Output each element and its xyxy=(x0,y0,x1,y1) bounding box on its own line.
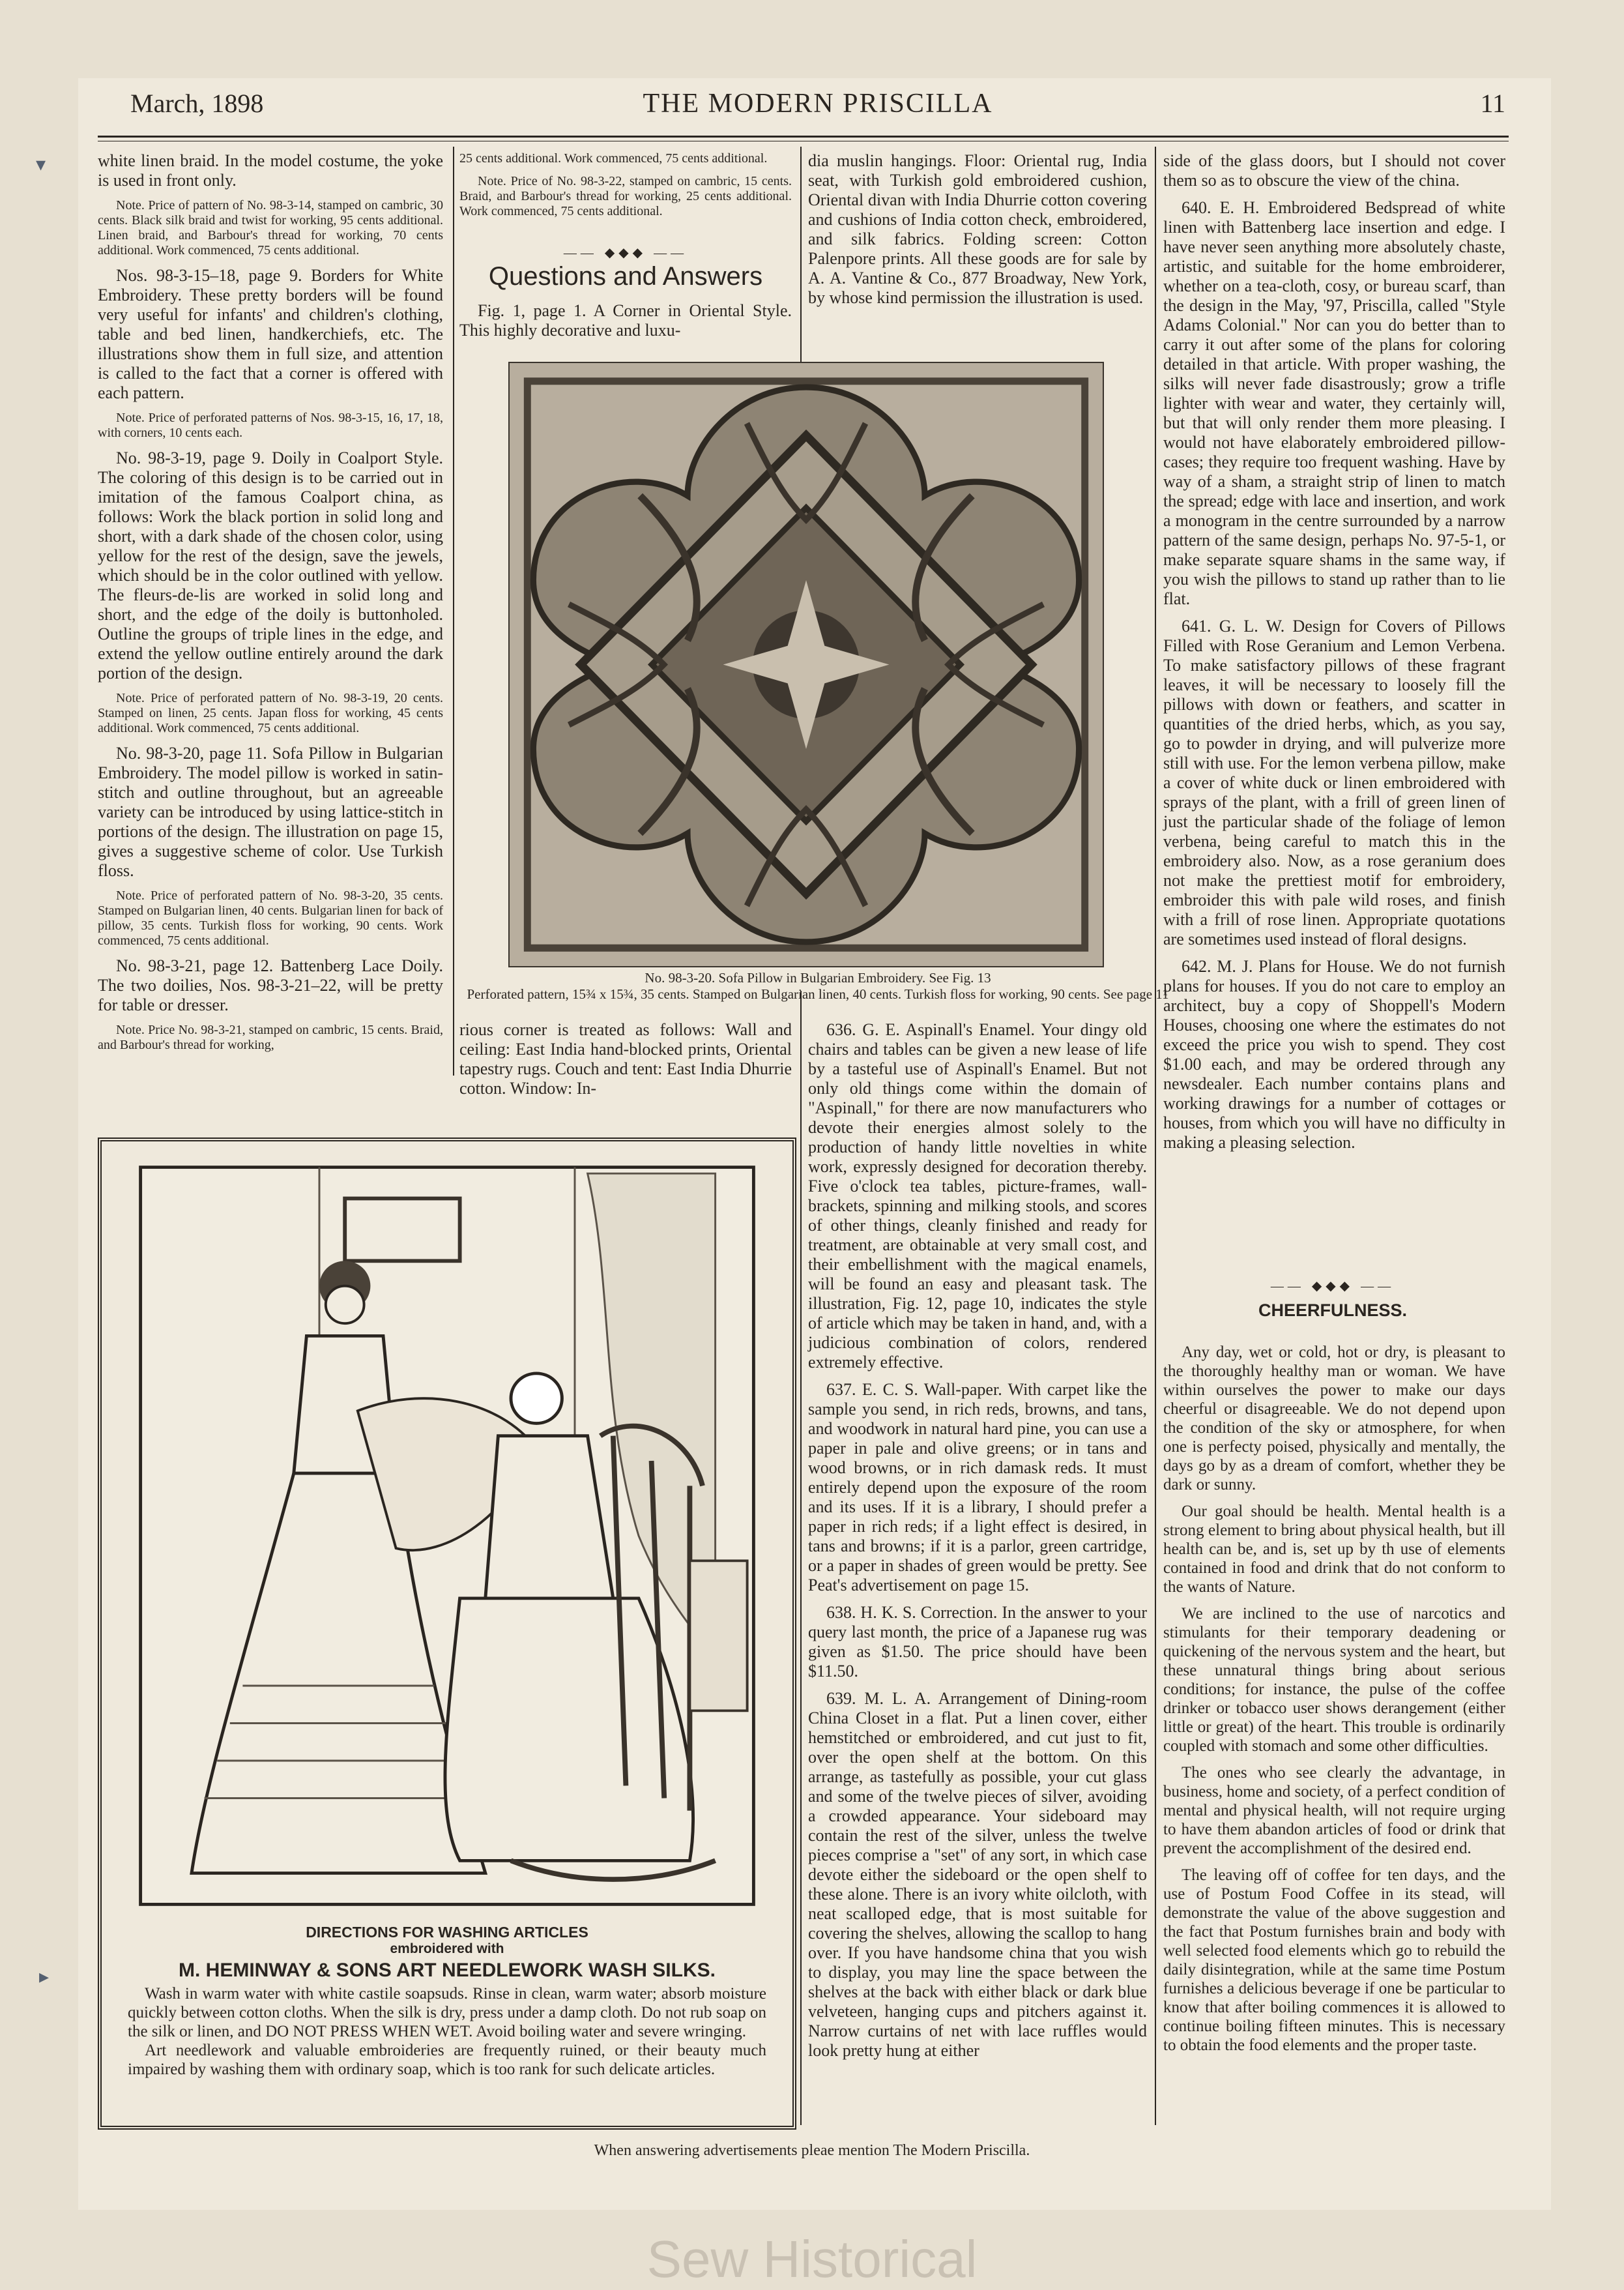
binding-hole-mark: ▾ xyxy=(36,154,46,175)
ad-title: DIRECTIONS FOR WASHING ARTICLES xyxy=(306,1924,588,1941)
price-note: 25 cents additional. Work commenced, 75 cents additional. xyxy=(459,151,768,166)
paragraph: Any day, wet or cold, hot or dry, is pleasant to the thoroughly healthy man or woman. We have within ourselves the power to make our days cheerful or disagreeable. We do not depend upon the condition of the sky or atmosphere, for when one is perfecty poised, physically and mentally, the days go by as a dream of comfort, whether they be dark or sunny. xyxy=(1163,1343,1505,1493)
column-divider xyxy=(800,991,802,2125)
answer-638: 638. H. K. S. Correction. In the answer to your query last month, the price of a Japanese rug was given as $1.50. The price should have been $11.50. xyxy=(808,1603,1147,1681)
embroidery-pattern-icon xyxy=(510,363,1103,966)
paragraph: The ones who see clearly the advantage, in business, home and society, of a perfect condition of mental and physical health, will not require urging to have them abandon articles of food or drink that prevent the accomplishment of the desired end. xyxy=(1163,1764,1505,1857)
section-title-questions-answers: Questions and Answers xyxy=(488,262,763,291)
magazine-title: THE MODERN PRISCILLA xyxy=(643,89,993,119)
column-2-continued xyxy=(459,1020,792,1106)
column-3-top xyxy=(808,151,1147,316)
price-note: Note. Price of pattern of No. 98-3-14, stamped on cambric, 30 cents. Black silk braid and twist for working, 95 cents additional. Linen braid, and Barbour's thread for working, 70 cents additional. Work commenced, 75 cents additional. xyxy=(98,198,443,257)
column-3-answers xyxy=(808,1020,1147,2068)
answer-636: 636. G. E. Aspinall's Enamel. Your dingy old chairs and tables can be given a new lease of life by a tasteful use of Aspinall's Enamel. But not only old things come within the domain of "Aspinall," for there are now manufacturers who devote their energies almost solely to the production of handy little novelties in white work, expressly designed for decoration thereby. Five o'clock tea tables, picture-frames, wall-brackets, spinning and milking stools, and scores of other things, cleanly finished and ready for treatment, are obtainable at very small cost, and their embellishment with the magical enamels, will be found an easy and pleasant task. The illustration, Fig. 12, page 10, indicates the style of article which may be taken in hand, and, with a judicious combination of colors, rendered extremely effective. xyxy=(808,1020,1147,1372)
paragraph: We are inclined to the use of narcotics and stimulants for their temporary deadening or quickening of the nervous system and the heart, but these unnatural things bring about serious conditions; for instance, the pulse of the coffee drinker or tobacco user shows derangement (either little or great) of the heart. This trouble is ordinarily coupled with stomach and some other difficulties. xyxy=(1163,1605,1505,1755)
column-2-top xyxy=(459,151,792,227)
watermark: Sew Historical xyxy=(646,2230,978,2288)
answer-637: 637. E. C. S. Wall-paper. With carpet like the sample you send, in rich reds, browns, and tans, and woodwork in natural hard pine, you can use a paper in pale and olive greens; or in tans and wood browns, or in rich damask reds. It must entirely depend upon the exposure of the room and its uses. If it is a library, I should prefer a paper in rich reds; if a light effect is desired, in tans and browns; if it is a parlor, green cartridge, or a paper in shades of green would be pretty. See Peat's advertisement on page 15. xyxy=(808,1380,1147,1594)
header-rule xyxy=(98,136,1509,138)
sofa-pillow-illustration xyxy=(508,362,1104,967)
column-divider xyxy=(1155,147,1156,2125)
column-4-answers xyxy=(1163,151,1505,1160)
paragraph: No. 98-3-20, page 11. Sofa Pillow in Bulgarian Embroidery. The model pillow is worked in satin-stitch and outline throughout, but an agreeable variety can be introduced by using lattice-stitch in portions of the design. The illustration on page 15, gives a suggestive scheme of color. Use Turkish floss. xyxy=(98,744,443,880)
paragraph: side of the glass doors, but I should not cover them so as to obscure the view of the china. xyxy=(1163,151,1505,190)
price-note: Note. Price of perforated pattern of No. 98-3-19, 20 cents. Stamped on linen, 25 cents. Japan floss for working, 45 cents additional. Work commenced, 75 cents additional. xyxy=(98,691,443,735)
answer-641: 641. G. L. W. Design for Covers of Pillows Filled with Rose Geranium and Lemon Verbena. To make satisfactory pillows of these fragrant leaves, it will be necessary to loosely fill the pillows with down or feathers, and scatter in quantities of the dried herbs, which, as you say, go to powder in drying, and will pulverize more still with use. For the lemon verbena pillow, make a cover of white duck or linen embroidered with sprays of the plant, with a frill of green linen of just the particular shade of the foliage of lemon verbena, being careful to match this in the embroidery also. Now, as a rose geranium does not make the prettiest motif for embroidery, embroider this with pale wild roses, and finish with a frill of rose linen. Appropriate quotations are sometimes used instead of floral designs. xyxy=(1163,617,1505,948)
paragraph: white linen braid. In the model costume, the yoke is used in front only. xyxy=(98,151,443,190)
ornament-divider: —— ◆◆◆ —— xyxy=(1270,1279,1395,1293)
price-note: Note. Price No. 98-3-21, stamped on cambric, 15 cents. Braid, and Barbour's thread for working, xyxy=(98,1023,443,1052)
page-header xyxy=(130,88,1505,127)
ad-subtitle: embroidered with xyxy=(390,1941,504,1956)
ad-body xyxy=(128,1984,766,2079)
paragraph: Our goal should be health. Mental health is a strong element to bring about physical health, but ill health can be, and is, set up by th use of elements contained in food and drink that do not conform to the wants of Nature. xyxy=(1163,1503,1505,1596)
cheerfulness-article xyxy=(1163,1343,1505,2062)
figure-caption xyxy=(456,970,1180,1003)
ad-brand: M. HEMINWAY & SONS ART NEEDLEWORK WASH SILKS. xyxy=(179,1960,716,1981)
page-footer: When answering advertisements pleae mention The Modern Priscilla. xyxy=(594,2142,1030,2159)
price-note: Note. Price of perforated pattern of No. 98-3-20, 35 cents. Stamped on Bulgarian linen, 40 cents. Bulgarian linen for back of pillow, 35 cents. Turkish floss for working, 90 cents. Work commenced, 75 cents additional. xyxy=(98,888,443,948)
issue-date: March, 1898 xyxy=(130,89,264,118)
caption-line: No. 98-3-20. Sofa Pillow in Bulgarian Embroidery. See Fig. 13 xyxy=(645,970,991,986)
paragraph: The leaving off of coffee for ten days, and the use of Postum Food Coffee in its stead, will demonstrate the value of the above suggestion and the fact that Postum furnishes brain and body with well selected food elements which go to rebuild the daily disintegration, while at the same time Postum furnishes a delicious beverage if one be particular to know that after boiling commences it is allowed to continue boiling fifteen minutes. This is necessary to obtain the food elements and the proper taste. xyxy=(1163,1866,1505,2054)
paragraph: Wash in warm water with white castile soapsuds. Rinse in clean, warm water; absorb moisture quickly between cotton cloths. When the silk is dry, press under a damp cloth. Do not rub soap on the silk or linen, and DO NOT PRESS WHEN WET. Avoid boiling water and severe wringing. xyxy=(128,1985,766,2040)
paragraph: No. 98-3-21, page 12. Battenberg Lace Doily. The two doilies, Nos. 98-3-21–22, will be pretty for table or dresser. xyxy=(98,956,443,1014)
answer-642: 642. M. J. Plans for House. We do not furnish plans for houses. If you do not care to employ an architect, buy a copy of Shoppell's Modern Houses, choosing one where the estimates do not exceed the price you wish to spend. They cost $1.00 each, and may be ordered through any newsdealer. Each number contains plans and working drawings for a number of cottages or houses, from which you will have no difficulty in making a pleasing selection. xyxy=(1163,957,1505,1152)
paragraph: dia muslin hangings. Floor: Oriental rug, India seat, with Turkish gold embroidered cushion, Oriental divan with India Dhurrie cotton covering and cushions of India cotton check, embroidered, and silk fabrics. Folding screen: Cotton Palenpore prints. All these goods are for sale by A. A. Vantine & Co., 877 Broadway, New York, by whose kind permission the illustration is used. xyxy=(808,151,1147,307)
column-1 xyxy=(98,151,443,1061)
binding-hole-mark: ▸ xyxy=(39,1966,50,1988)
section-title-cheerfulness: CHEERFULNESS. xyxy=(1258,1300,1408,1320)
paragraph: rious corner is treated as follows: Wall and ceiling: East India hand-blocked prints, Oriental tapestry rugs. Couch and tent: East India Dhurrie cotton. Window: In- xyxy=(459,1020,792,1098)
price-note: Note. Price of No. 98-3-22, stamped on cambric, 15 cents. Braid, and Barbour's thread for working, 25 cents additional. Work commenced, 75 cents additional. xyxy=(459,174,792,218)
answer-639: 639. M. L. A. Arrangement of Dining-room China Closet in a flat. Put a linen cover, either hemstitched or embroidered, and cut just to fit, over the open shelf at the bottom. On this arrange, as tastefully as possible, your cut glass and some of the twelve pieces of silver, avoiding a crowded appearance. Your sideboard may contain the rest of the silver, unless the twelve pieces comprise a "set" of any sort, in which case devote either the sideboard or the open shelf to these alone. There is an ivory white oilcloth, with neat scalloped edge, that is most suitable for covering the shelves, allowing the scallop to hang over. If you have handsome china that you wish to display, you may line the space between the shelves at the back with either black or dark blue velveteen, hanging cups and pitchers against it. Narrow curtains of net with lace ruffles would look pretty hung at either xyxy=(808,1689,1147,2060)
price-note: Note. Price of perforated patterns of Nos. 98-3-15, 16, 17, 18, with corners, 10 cents each. xyxy=(98,411,443,440)
column-divider xyxy=(453,147,454,1076)
answer-640: 640. E. H. Embroidered Bedspread of white linen with Battenberg lace insertion and edge. I have never seen anything more absolutely chaste, artistic, and suitable for the home embroiderer, whether on a tea-cloth, cosy, or bureau scarf, than the design in the May, '97, Priscilla, called "Style Adams Colonial." Nor can you do better than to carry it out after some of the plans for coloring detailed in that article. With proper washing, the silks will never fade disastrously; grow a trifle lighter with wear and water, they certainly will, but that will only render them more pleasing. I would not have elaborately embroidered pillow-cases; they require too frequent washing. Have by way of a sham, a straight strip of linen to match the spread; edge with lace and insertion, and work a monogram in the centre surrounded by a narrow pattern of the same design, perhaps No. 97-5-1, or make separate square shams in the same way, if you wish the pillows to stand up rather than to lie flat. xyxy=(1163,198,1505,608)
paragraph: Art needlework and valuable embroideries are frequently ruined, or their beauty much impaired by washing them with ordinary soap, which is too rank for such delicate articles. xyxy=(128,2042,766,2078)
column-divider xyxy=(800,147,802,362)
paragraph: No. 98-3-19, page 9. Doily in Coalport Style. The coloring of this design is to be carried out in imitation of the famous Coalport china, as follows: Work the black portion in solid long and short, with a dark shade of the chosen color, using yellow for the rest of the design, save the jewels, which should be in the color outlined with yellow. The fleurs-de-lis are worked in solid long and short, and the edge of the doily is buttonholed. Outline the groups of triple lines in the edge, and extend the yellow outline entirely around the dark portion of the design. xyxy=(98,448,443,683)
washing-directions-advertisement xyxy=(98,1138,796,2130)
two-women-icon xyxy=(128,1161,766,1911)
caption-line: Perforated pattern, 15¾ x 15¾, 35 cents. Stamped on Bulgarian linen, 40 cents. Turkish floss for working, 90 cents. See page 11 xyxy=(467,986,1169,1002)
column-2-intro xyxy=(459,301,792,348)
ladies-embroidery-illustration xyxy=(128,1161,766,1911)
ornament-divider: —— ◆◆◆ —— xyxy=(563,246,688,260)
paragraph: Nos. 98-3-15–18, page 9. Borders for White Embroidery. These pretty borders will be found very useful for infants' and children's clothing, table and bed linen, handkerchiefs, etc. The illustrations show them in full size, and attention is called to the fact that a corner is offered with each pattern. xyxy=(98,266,443,402)
paragraph: Fig. 1, page 1. A Corner in Oriental Style. This highly decorative and luxu- xyxy=(459,301,792,340)
page-number: 11 xyxy=(1480,89,1505,118)
